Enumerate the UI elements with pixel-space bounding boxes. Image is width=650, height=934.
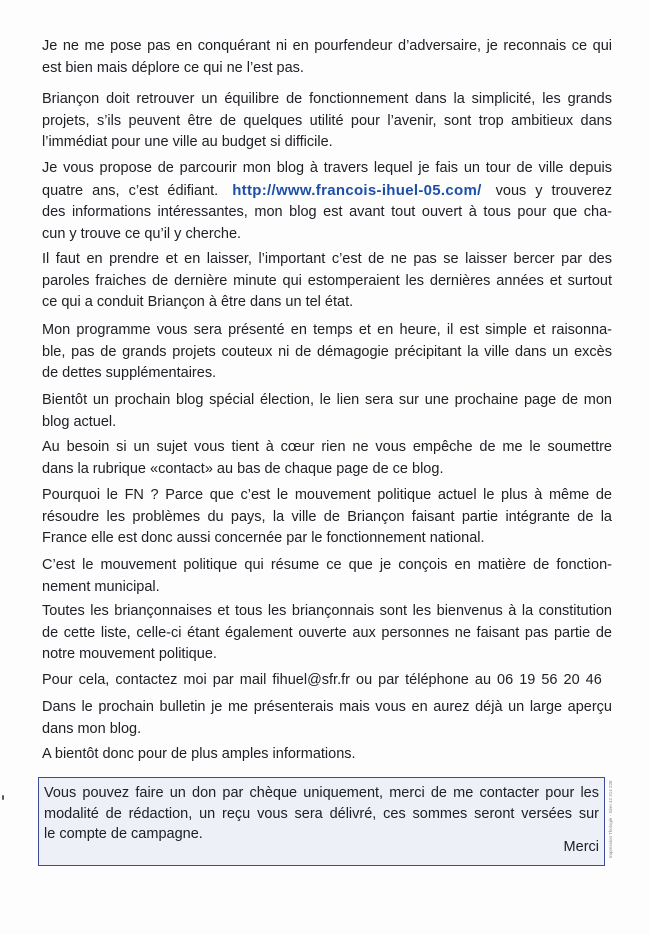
- paragraph-balance: [42, 89, 612, 154]
- paragraph-why-fn: [42, 485, 612, 550]
- blog-url-link[interactable]: http://www.francois-ihuel-05.com/: [232, 181, 482, 199]
- paragraph-line: Briançon doit retrouver un équilibre de fonctionnement dans la simplicité, les grands: [42, 91, 612, 107]
- paragraph-blog: [42, 158, 612, 245]
- paragraph-contact-details: [42, 670, 612, 692]
- paragraph-line: A bientôt donc pour de plus amples informations.: [42, 746, 356, 762]
- paragraph-line: projets, s’ils peuvent être de quelques utilité pour l’avenir, sont trop ambitieux dans: [42, 112, 612, 129]
- scan-speck: [2, 795, 4, 800]
- paragraph-line: nement municipal.: [42, 578, 160, 595]
- paragraph-line: dans la rubrique «contact» au bas de chaque page de ce blog.: [42, 460, 444, 477]
- donation-notice-box: [38, 777, 605, 866]
- paragraph-line: Dans le prochain bulletin je me présenterais mais vous en aurez déjà un large aperçu: [42, 699, 612, 715]
- line-text: quatre ans, c’est édifiant.: [42, 182, 219, 199]
- paragraph-line: Au besoin si un sujet vous tient à cœur rien ne vous empêche de me le soumettre: [42, 439, 612, 455]
- paragraph-line: ble, pas de grands projets couteux ni de démagogie précipitant la ville dans un excès: [42, 343, 612, 360]
- paragraph-line: Toutes les briançonnaises et tous les briançonnais sont les bienvenus à la constitution: [42, 603, 612, 619]
- paragraph-election-blog: [42, 390, 612, 433]
- paragraph-line: cun y trouve ce qu’il y cherche.: [42, 225, 242, 242]
- paragraph-line: dans mon blog.: [42, 720, 142, 737]
- paragraph-line: notre mouvement politique.: [42, 646, 217, 662]
- paragraph-line: de dettes supplémentaires.: [42, 365, 217, 381]
- paragraph-line: des informations intéressantes, mon blog est avant tout ouvert à tous pour que cha-: [42, 204, 612, 220]
- paragraph-line: l’immédiat pour une ville au budget si difficile.: [42, 134, 333, 150]
- paragraph-line: Mon programme vous sera présenté en temps et en heure, il est simple et raisonna-: [42, 322, 612, 338]
- paragraph-line: résoudre les problèmes du pays, la ville de Briançon faisant partie intégrante de la: [42, 508, 612, 525]
- paragraph-movement: [42, 555, 612, 598]
- paragraph-list-invitation: [42, 601, 612, 666]
- donation-line: modalité de rédaction, un reçu vous sera délivré, ces sommes seront versées sur: [44, 805, 599, 822]
- paragraph-contact-section: [42, 437, 612, 480]
- paragraph-line: Je ne me pose pas en conquérant ni en pourfendeur d’adversaire, je reconnais ce qui: [42, 38, 612, 54]
- paragraph-line: blog actuel.: [42, 413, 117, 430]
- paragraph-line: Pour cela, contactez moi par mail fihuel@sfr.fr ou par téléphone au 06 19 56 20 46: [42, 672, 602, 688]
- signoff-merci: Merci: [563, 838, 599, 855]
- paragraph-stance: [42, 36, 612, 79]
- paragraph-line: [42, 180, 612, 203]
- paragraph-line: de cette liste, celle-ci étant également ouverte aux personnes ne faisant pas partie de: [42, 624, 612, 641]
- paragraph-priorities: [42, 249, 612, 314]
- paragraph-line: Pourquoi le FN ? Parce que c’est le mouvement politique actuel le plus à même de: [42, 487, 612, 503]
- paragraph-line: France elle est donc aussi concernée par le fonctionnement national.: [42, 530, 485, 546]
- donation-line: le compte de campagne.: [44, 826, 203, 842]
- paragraph-line: Bientôt un prochain blog spécial élection, le lien sera sur une prochaine page de mon: [42, 392, 612, 408]
- paragraph-line: C’est le mouvement politique qui résume ce que je conçois en matière de fonction-: [42, 557, 612, 573]
- paragraph-line: Je vous propose de parcourir mon blog à travers lequel je fais un tour de ville depuis: [42, 160, 612, 176]
- paragraph-line: est bien mais déplore ce qui ne l’est pas.: [42, 59, 304, 76]
- paragraph-line: ce qui a conduit Briançon à être dans un tel état.: [42, 294, 354, 310]
- paragraph-next-bulletin: [42, 697, 612, 740]
- paragraph-program: [42, 320, 612, 385]
- printer-imprint: Impression Thologie - Siret 42 314 238: [608, 780, 614, 858]
- paragraph-line: Il faut en prendre et en laisser, l’important c’est de ne pas se laisser bercer par des: [42, 251, 612, 267]
- paragraph-line: paroles fraiches de dernière minute qui estomperaient les dernières années et surtout: [42, 272, 612, 289]
- paragraph-closing: [42, 744, 612, 766]
- donation-line: Vous pouvez faire un don par chèque uniquement, merci de me contacter pour les: [44, 785, 599, 801]
- line-text: vous y trouverez: [495, 182, 612, 199]
